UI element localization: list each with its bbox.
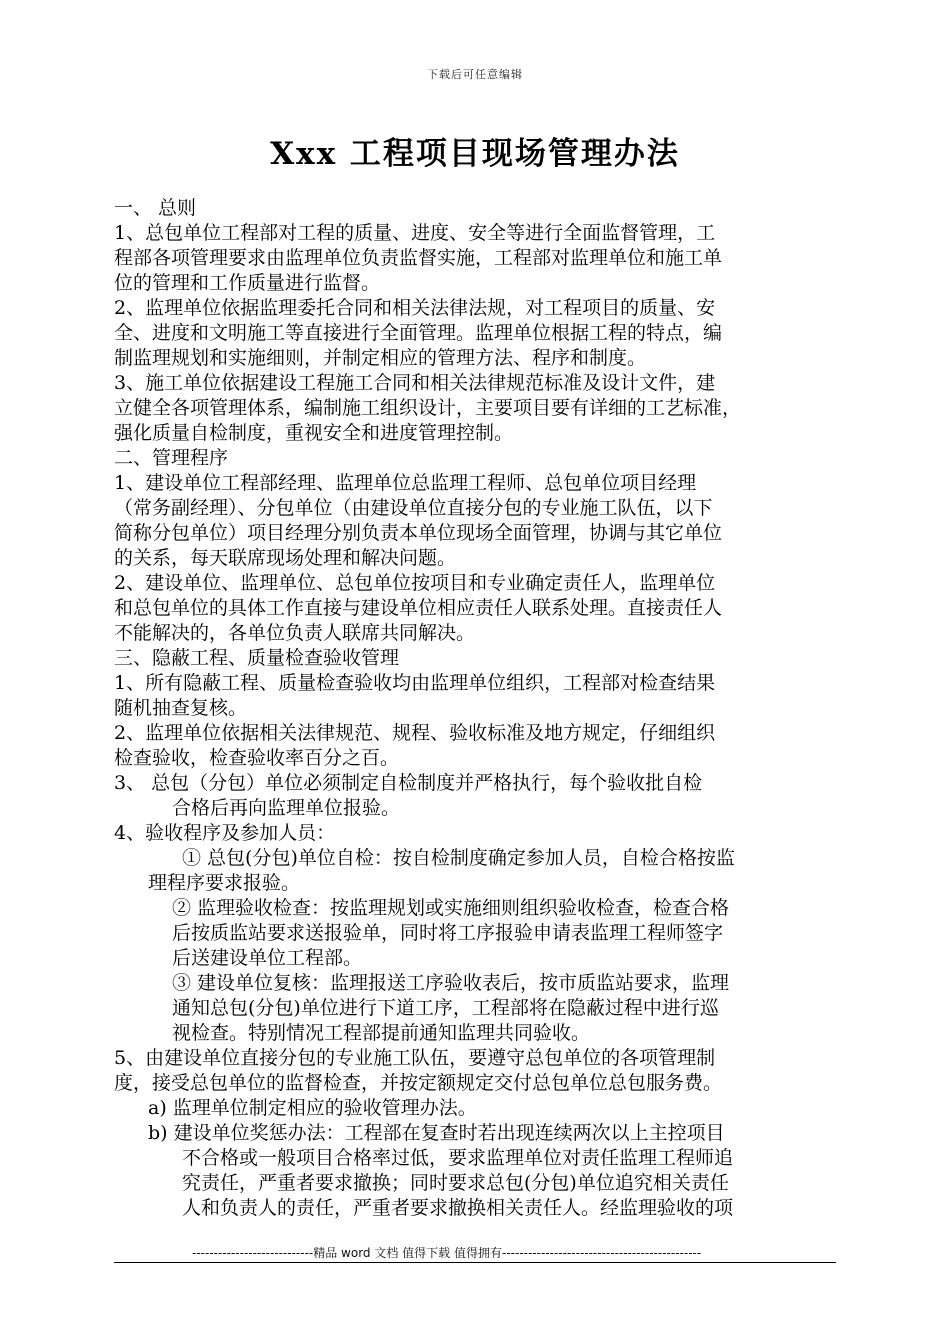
footer-note: ----------------------------精品 word 文档 值得下载 值得拥有---------------------------------------------- [192,1246,702,1260]
body-line: （常务副经理）、分包单位（由建设单位直接分包的专业施工队伍，以下 [114,497,713,519]
body-line: 人和负责人的责任，严重者要求撤换相关责任人。经监理验收的项 [182,1197,734,1219]
body-line: 检查验收，检查验收率百分之百。 [114,747,400,769]
body-line: 后按质监站要求送报验单，同时将工序报验申请表监理工程师签字 [172,922,724,944]
body-line: ① 总包(分包)单位自检：按自检制度确定参加人员，自检合格按监 [182,847,735,869]
body-line: 后送建设单位工程部。 [172,947,363,969]
body-line: 制监理规划和实施细则，并制定相应的管理方法、程序和制度。 [114,347,647,369]
body-line: 视检查。特别情况工程部提前通知监理共同验收。 [172,1022,591,1044]
body-line: 三、隐蔽工程、质量检查验收管理 [114,647,400,669]
body-line: 2、建设单位、监理单位、总包单位按项目和专业确定责任人，监理单位 [114,572,716,594]
body-line: 简称分包单位）项目经理分别负责本单位现场全面管理，协调与其它单位 [114,522,723,544]
body-line: 立健全各项管理体系，编制施工组织设计，主要项目要有详细的工艺标准， [114,397,742,419]
body-line: 3、 总包（分包）单位必须制定自检制度并严格执行，每个验收批自检 [114,772,703,794]
body-line: 1、总包单位工程部对工程的质量、进度、安全等进行全面监督管理，工 [114,222,716,244]
body-line: 二、管理程序 [114,447,229,469]
body-line: ② 监理验收检查：按监理规划或实施细则组织验收检查，检查合格 [172,897,730,919]
body-line: 随机抽查复核。 [114,697,248,719]
body-line: 一、 总则 [114,197,197,219]
body-line: 不合格或一般项目合格率过低，要求监理单位对责任监理工程师追 [182,1147,734,1169]
body-line: 不能解决的，各单位负责人联席共同解决。 [114,622,476,644]
body-line: 位的管理和工作质量进行监督。 [114,272,381,294]
body-line: 1、建设单位工程部经理、监理单位总监理工程师、总包单位项目经理 [114,472,697,494]
body-line: ③ 建设单位复核：监理报送工序验收表后，按市质监站要求，监理 [172,972,730,994]
body-line: 理程序要求报验。 [148,872,301,894]
body-line: 1、所有隐蔽工程、质量检查验收均由监理单位组织，工程部对检查结果 [114,672,716,694]
body-line: 通知总包(分包)单位进行下道工序，工程部将在隐蔽过程中进行巡 [172,997,719,1019]
body-line: 2、监理单位依据监理委托合同和相关法律法规，对工程项目的质量、安 [114,297,716,319]
body-line: 度，接受总包单位的监督检查，并按定额规定交付总包单位总包服务费。 [114,1072,723,1094]
body-line: 究责任，严重者要求撤换；同时要求总包(分包)单位追究相关责任 [182,1172,729,1194]
body-line: a) 监理单位制定相应的验收管理办法。 [148,1097,477,1119]
body-line: 和总包单位的具体工作直接与建设单位相应责任人联系处理。直接责任人 [114,597,723,619]
body-line: 全、进度和文明施工等直接进行全面管理。监理单位根据工程的特点，编 [114,322,723,344]
footer-rule [114,1262,836,1263]
body-line: 5、由建设单位直接分包的专业施工队伍，要遵守总包单位的各项管理制 [114,1047,716,1069]
body-line: 强化质量自检制度，重视安全和进度管理控制。 [114,422,514,444]
body-line: 3、施工单位依据建设工程施工合同和相关法律规范标准及设计文件，建 [114,372,716,394]
body-line: 合格后再向监理单位报验。 [172,797,401,819]
body-line: 程部各项管理要求由监理单位负责监督实施，工程部对监理单位和施工单 [114,247,723,269]
body-line: 2、监理单位依据相关法律规范、规程、验收标准及地方规定，仔细组织 [114,722,716,744]
document-title: Xxx 工程项目现场管理办法 [270,136,680,172]
header-note: 下载后可任意编辑 [427,68,523,81]
body-line: 4、验收程序及参加人员： [114,822,336,844]
body-line: 的关系，每天联席现场处理和解决问题。 [114,547,457,569]
body-line: b) 建设单位奖惩办法：工程部在复查时若出现连续两次以上主控项目 [148,1122,725,1144]
